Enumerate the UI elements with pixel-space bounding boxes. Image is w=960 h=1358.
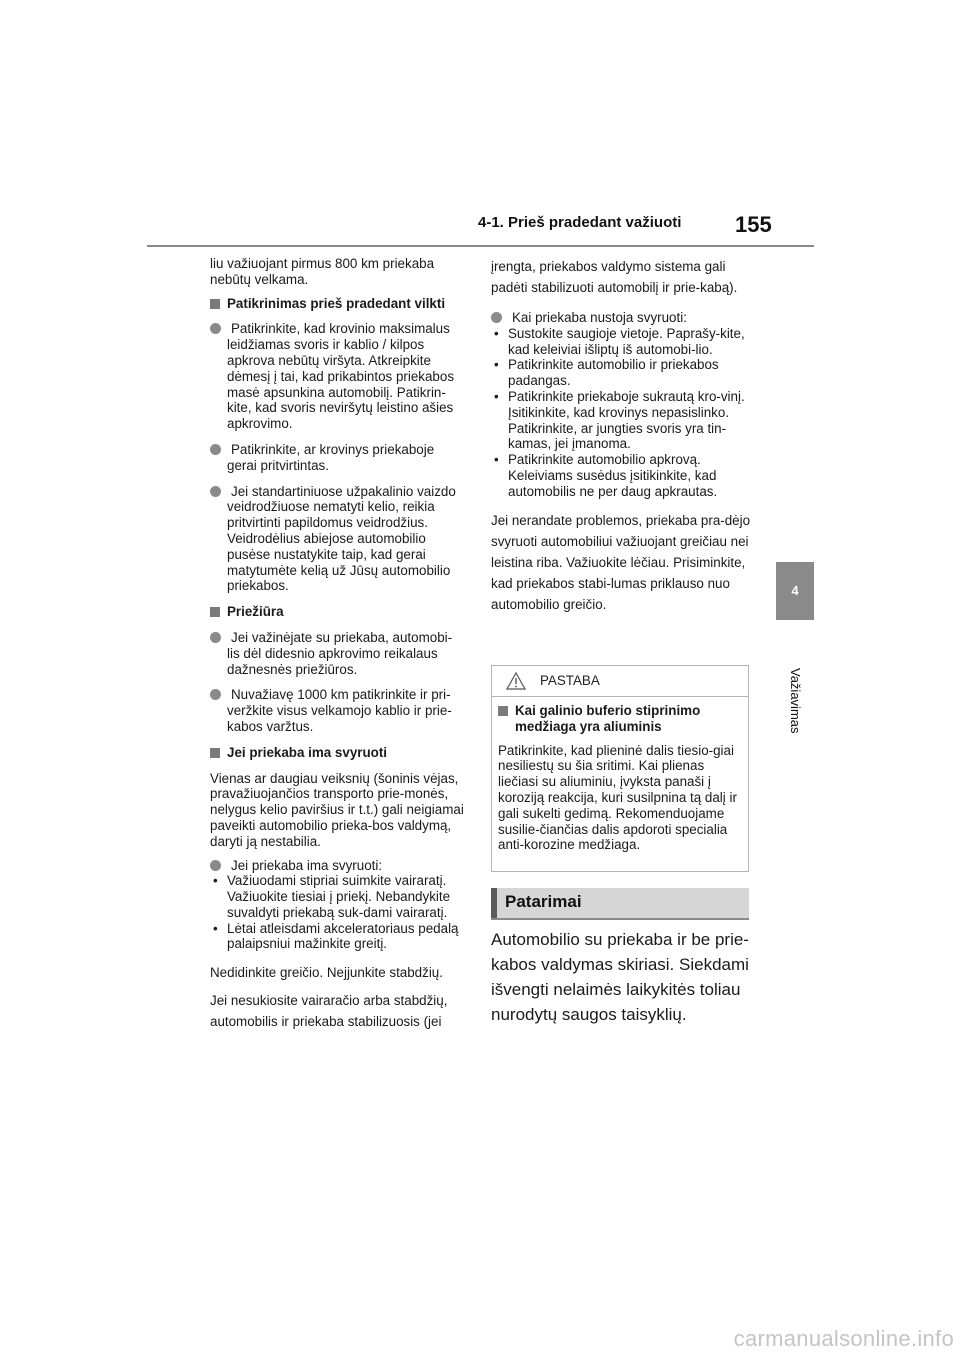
watermark: carmanualsonline.info [733, 1326, 954, 1351]
circle-bullet-icon [210, 444, 221, 455]
notice-body [492, 697, 748, 853]
warning-triangle-icon [506, 672, 526, 690]
circle-bullet-icon [210, 323, 221, 334]
body-text: Vienas ar daugiau veiksnių (šoninis vėjas, pravažiuojančios transporto prie-monės, nelygus kelio paviršius ir t.t.) gali neigiamai paveikti automobilio prieka-bos valdymą, daryti ją nestabilia. [210, 770, 464, 849]
header-rule [147, 245, 814, 247]
bullet-item: Jei standartiniuose užpakalinio vaizdo veidrodžiuose nematyti kelio, reikia pritvirtinti papildomus veidrodžius. Veidrodėlius abiejose automobilio pusėse nustatykite taip, kad gerai matytumėte kelią už Jūsų automobilio priekabos. [210, 484, 467, 595]
section-heading: Kai galinio buferio stiprinimo medžiaga yra aliuminis [498, 703, 742, 735]
section-heading: Patikrinimas prieš pradedant vilkti [210, 296, 467, 312]
notice-box [491, 665, 749, 872]
body-text: Jei nesukiosite vairaračio arba stabdžių, automobilis ir priekaba stabilizuosis (jei [210, 993, 448, 1030]
list-item: • Lėtai atleisdami akceleratoriaus pedalą palaipsniui mažinkite greitį. [210, 921, 467, 953]
square-bullet-icon [210, 607, 220, 617]
square-bullet-icon [210, 299, 220, 309]
page-number: 155 [735, 212, 772, 237]
tips-text: Automobilio su priekaba ir be prie-kabos valdymas skiriasi. Siekdami išvengti nelaimės laikykitės toliau nurodytų saugos taisyklių. [491, 930, 749, 1024]
square-bullet-icon [498, 706, 508, 716]
list-item: • Patikrinkite priekaboje sukrautą kro-vinį. Įsitikinkite, kad krovinys nepasislinko. Patikrinkite, ar jungties svoris yra tin-kamas, jei įmanoma. [491, 389, 751, 452]
left-column [210, 256, 467, 1039]
list-item: • Patikrinkite automobilio ir priekabos padangas. [491, 357, 751, 389]
bullet-item: Nuvažiavę 1000 km patikrinkite ir pri- veržkite visus velkamojo kablio ir prie-kabos varžtus. [210, 687, 467, 734]
section-heading: Jei priekaba ima svyruoti [210, 745, 467, 761]
circle-bullet-icon [210, 689, 221, 700]
tips-title: Patarimai [505, 892, 582, 911]
circle-bullet-icon [210, 860, 221, 871]
body-text: Jei nerandate problemos, priekaba pra-dėjo svyruoti automobiliui važiuojant greičiau nei leistina riba. Važiuokite lėčiau. Prisiminkite, kad priekabos stabi-lumas priklauso nuo automobilio greičio. [491, 512, 751, 612]
body-text: įrengta, priekabos valdymo sistema gali padėti stabilizuoti automobilį ir prie-kabą). [491, 259, 738, 295]
bullet-item: Jei važinėjate su priekaba, automobi- lis dėl didesnio apkrovimo reikalaus dažnesnės priežiūros. [210, 630, 467, 677]
sub-list [227, 873, 467, 952]
bullet-item: Patikrinkite, ar krovinys priekaboje gerai pritvirtintas. [210, 442, 467, 474]
section-heading: Priežiūra [210, 604, 467, 620]
list-item: • Sustokite saugioje vietoje. Paprašy-kite, kad keleiviai išliptų iš automobi-lio. [491, 326, 751, 358]
sub-list [508, 326, 751, 500]
tips-header [491, 888, 749, 920]
intro-text: liu važiuojant pirmus 800 km priekaba nebūtų velkama. [210, 256, 435, 287]
bullet-item: Jei priekaba ima svyruoti: • Važiuodami stipriai suimkite vairaratį. Važiuokite tiesiai į priekį. Nebandykite suvaldyti priekabą suk-dami vairaratį. • Lėtai atleisdami akceleratoriaus pedalą palaipsniui mažinkite greitį. [210, 858, 467, 953]
bullet-item: Kai priekaba nustoja svyruoti: • Sustokite saugioje vietoje. Paprašy-kite, kad keleiviai išliptų iš automobi-lio. • Patikrinkite automobilio ir priekabos padangas. • Patikrinkite priekaboje sukrautą kro-vinį. Įsitikinkite, kad krovinys nepasislinko. Patikrinkite, ar jungties svoris yra tin-kamas, jei įmanoma. • Patikrinkite automobilio apkrovą. Keleiviams susėdus įsitikinkite, kad automobilis ne per daug apkrautas. [491, 310, 751, 500]
bullet-item: Patikrinkite, kad krovinio maksimalus leidžiamas svoris ir kablio / kilpos apkrova nebūtų viršyta. Atkreipkite dėmesį į tai, kad prikabintos priekabos masė apsunkina automobilį. Patikrin-kite, kad svoris neviršytų leistino ašies apkrovimo. [210, 321, 467, 432]
chapter-tab-label: Važiavimas [788, 668, 803, 734]
notice-header [492, 666, 748, 697]
body-text: Nedidinkite greičio. Nejjunkite stabdžių. [210, 965, 443, 981]
notice-title: PASTABA [540, 673, 600, 688]
circle-bullet-icon [210, 632, 221, 643]
header-section-title: 4-1. Prieš pradedant važiuoti [478, 214, 682, 231]
chapter-tab-number: 4 [791, 583, 799, 598]
square-bullet-icon [210, 748, 220, 758]
circle-bullet-icon [491, 312, 502, 323]
list-item: • Važiuodami stipriai suimkite vairaratį. Važiuokite tiesiai į priekį. Nebandykite suvaldyti priekabą suk-dami vairaratį. [210, 873, 467, 920]
notice-text: Patikrinkite, kad plieninė dalis tiesio-giai nesiliestų su šia sritimi. Kai plienas liečiasi su aliuminiu, įvyksta panaši į koroziją reakcija, kuri susilpnina tą dalį ir gali sukelti gedimą. Rekomenduojame susilie-čiančias dalis apdoroti specialia anti-korozine medžiaga. [498, 742, 737, 853]
circle-bullet-icon [210, 486, 221, 497]
tips-accent [491, 888, 497, 918]
list-item: • Patikrinkite automobilio apkrovą. Keleiviams susėdus įsitikinkite, kad automobilis ne per daug apkrautas. [491, 452, 751, 499]
right-column [491, 256, 751, 622]
